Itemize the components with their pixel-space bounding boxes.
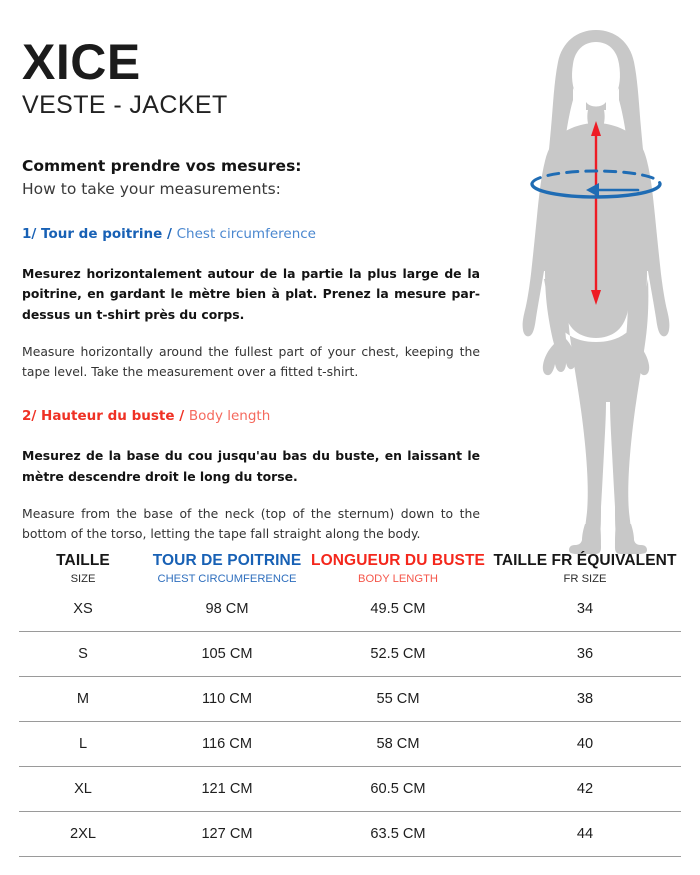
- cell-chest: 116 CM: [147, 721, 307, 766]
- cell-length: 58 CM: [307, 721, 489, 766]
- section-heading-chest: [22, 226, 480, 244]
- column-header-fr-size-sub: FR SIZE: [563, 572, 607, 585]
- body-measurement-figure: [498, 24, 694, 554]
- section-body-length-fr: Mesurez de la base du cou jusqu'au bas du buste, en laissant le mètre descendre droit le long du torse.: [22, 448, 480, 484]
- product-type-label: VESTE - JACKET: [22, 91, 228, 119]
- howto-heading-fr: Comment prendre vos mesures:: [22, 157, 302, 175]
- cell-size: L: [19, 721, 147, 766]
- section-heading-chest-separator: /: [162, 225, 177, 242]
- cell-fr-size: 44: [489, 811, 681, 856]
- cell-chest: 127 CM: [147, 811, 307, 856]
- instruction-section-length: [22, 408, 480, 544]
- section-heading-length-en: Body length: [188, 407, 271, 424]
- instruction-section-chest: [22, 226, 480, 382]
- measurement-instructions: [22, 156, 480, 544]
- column-header-size: [19, 552, 147, 587]
- cell-fr-size: 40: [489, 721, 681, 766]
- cell-size: XS: [73, 600, 93, 617]
- size-chart-table: [19, 552, 681, 857]
- howto-heading-en: How to take your measurements:: [22, 179, 281, 198]
- cell-fr-size: 38: [489, 676, 681, 721]
- column-header-fr-size-main: TAILLE FR ÉQUIVALENT: [493, 552, 677, 569]
- column-header-length: [307, 552, 489, 587]
- cell-chest: 98 CM: [205, 600, 249, 617]
- cell-length: 49.5 CM: [370, 600, 426, 617]
- size-chart-table-wrapper: [0, 552, 700, 857]
- table-header-row: [19, 552, 681, 587]
- section-body-length-en: Measure from the base of the neck (top of the sternum) down to the bottom of the torso, letting the tape fall straight along the body.: [22, 505, 480, 541]
- cell-fr-size: 36: [489, 631, 681, 676]
- cell-length: 52.5 CM: [307, 631, 489, 676]
- column-header-chest: [147, 552, 307, 587]
- female-silhouette-icon: [498, 24, 694, 554]
- cell-length: 55 CM: [307, 676, 489, 721]
- section-heading-chest-fr: 1/ Tour de poitrine: [22, 225, 163, 242]
- section-body-chest-en: Measure horizontally around the fullest part of your chest, keeping the tape level. Take the measurement over a fitted t-shirt.: [22, 343, 480, 379]
- cell-fr-size: 42: [489, 766, 681, 811]
- table-row: [19, 676, 681, 721]
- cell-fr-size: 34: [576, 600, 594, 617]
- cell-size: XL: [19, 766, 147, 811]
- cell-length: 63.5 CM: [307, 811, 489, 856]
- cell-size: M: [19, 676, 147, 721]
- column-header-length-main: LONGUEUR DU BUSTE: [311, 552, 485, 569]
- column-header-fr-size: [489, 552, 681, 587]
- column-header-size-main: TAILLE: [56, 552, 110, 569]
- section-heading-length-separator: /: [174, 407, 189, 424]
- section-heading-length-fr: 2/ Hauteur du buste: [22, 407, 175, 424]
- section-body-chest-fr: Mesurez horizontalement autour de la partie la plus large de la poitrine, en gardant le mètre bien à plat. Prenez la mesure par-dessus un t-shirt près du corps.: [22, 266, 480, 322]
- cell-chest: 121 CM: [147, 766, 307, 811]
- brand-header: [22, 36, 482, 120]
- cell-size: S: [19, 631, 147, 676]
- cell-size: 2XL: [19, 811, 147, 856]
- column-header-chest-sub: CHEST CIRCUMFERENCE: [157, 572, 297, 585]
- section-heading-length: [22, 408, 480, 426]
- table-header: [19, 552, 681, 587]
- section-heading-chest-en: Chest circumference: [176, 225, 316, 242]
- table-row: [19, 766, 681, 811]
- cell-chest: 110 CM: [147, 676, 307, 721]
- table-row: [19, 631, 681, 676]
- cell-chest: 105 CM: [147, 631, 307, 676]
- column-header-length-sub: BODY LENGTH: [358, 572, 438, 585]
- cell-length: 60.5 CM: [307, 766, 489, 811]
- table-row: [19, 721, 681, 766]
- table-row: [19, 587, 681, 632]
- table-row: [19, 811, 681, 856]
- table-body: [19, 587, 681, 857]
- page-title: XICE: [22, 34, 141, 90]
- column-header-chest-main: TOUR DE POITRINE: [152, 552, 302, 569]
- column-header-size-sub: SIZE: [70, 572, 96, 585]
